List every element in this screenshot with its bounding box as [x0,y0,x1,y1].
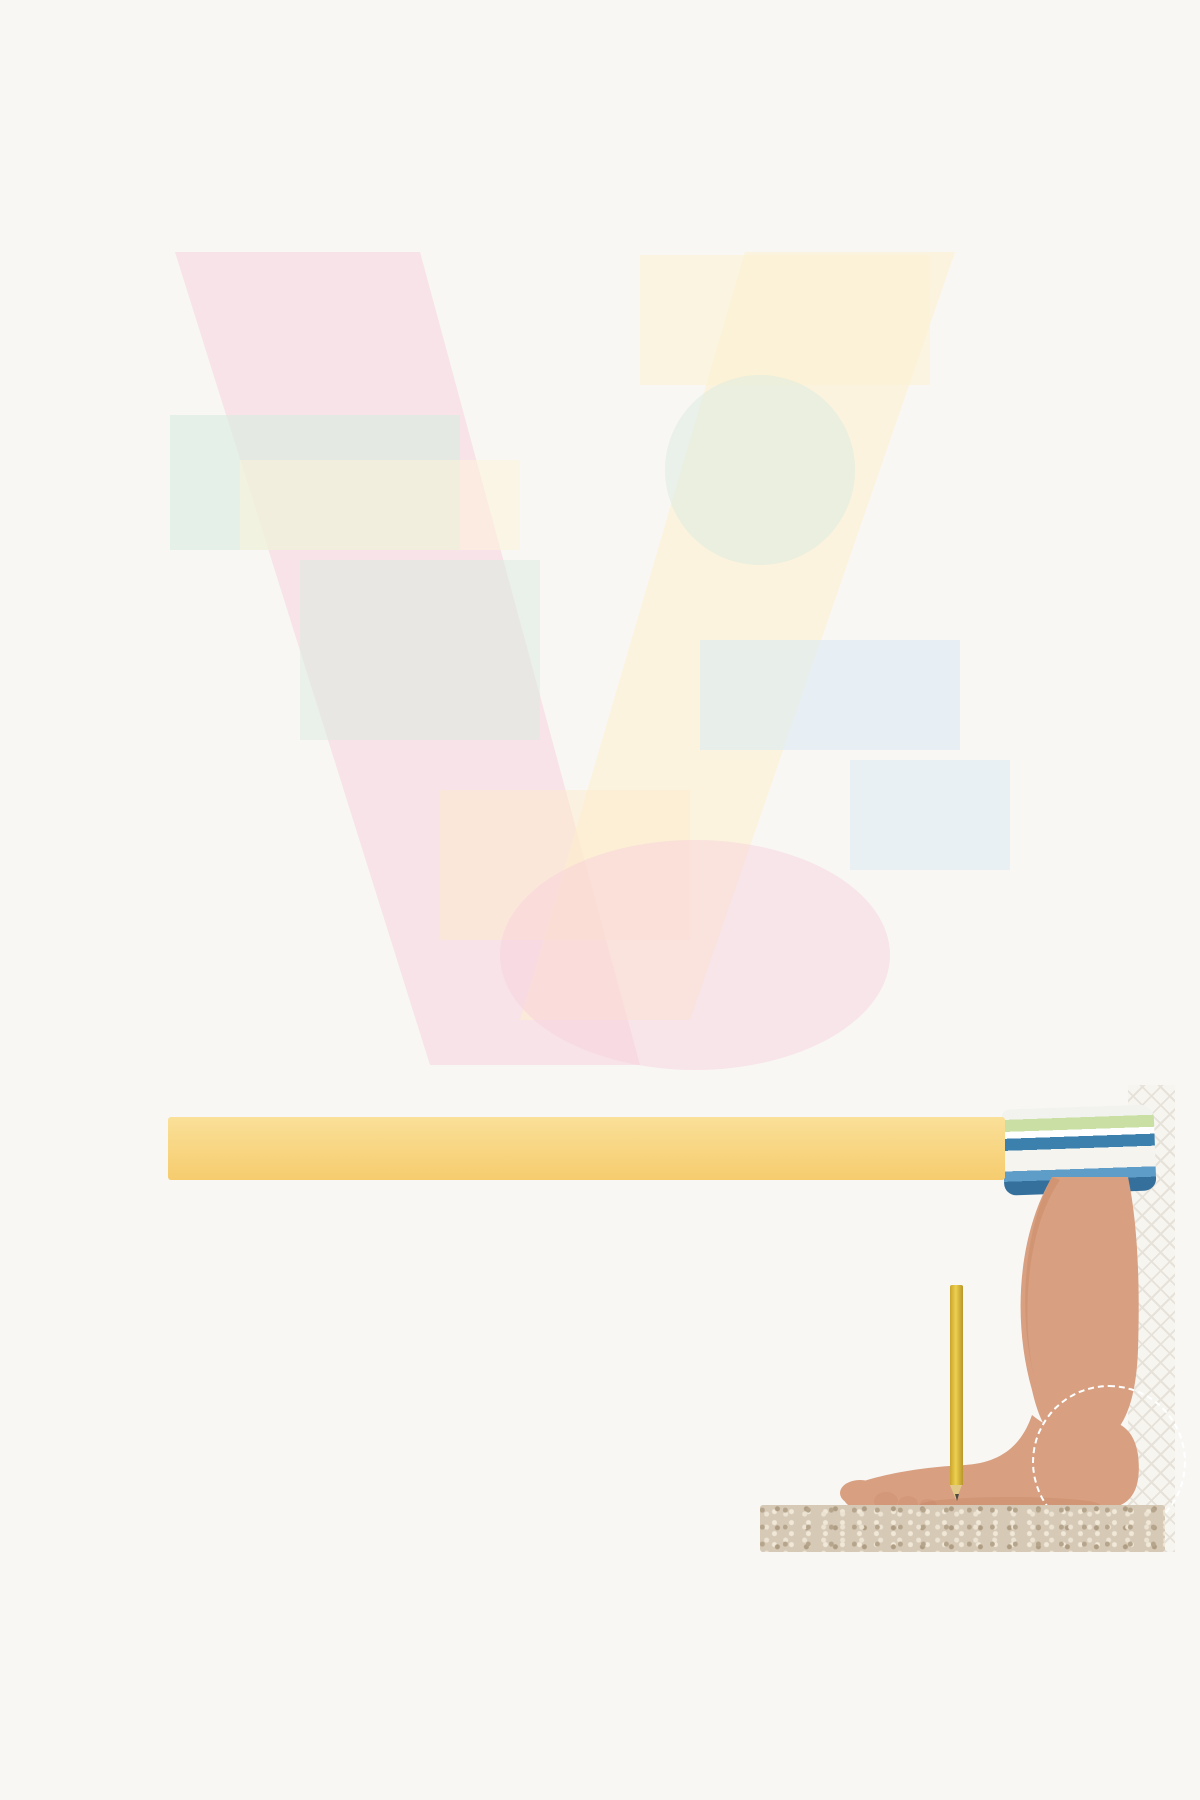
carpet-strip [760,1505,1165,1552]
pencil-icon [950,1285,963,1485]
column-header-eu [355,200,505,227]
column-header-uk [807,200,947,227]
size-table [170,196,1000,249]
pencil-lead [955,1494,959,1501]
polka-dot-band-bottom [0,1540,1200,1800]
column-header-us [662,200,807,227]
size-table-header [170,196,1000,230]
guide-title [168,1117,1005,1180]
column-header-cm [505,200,662,227]
